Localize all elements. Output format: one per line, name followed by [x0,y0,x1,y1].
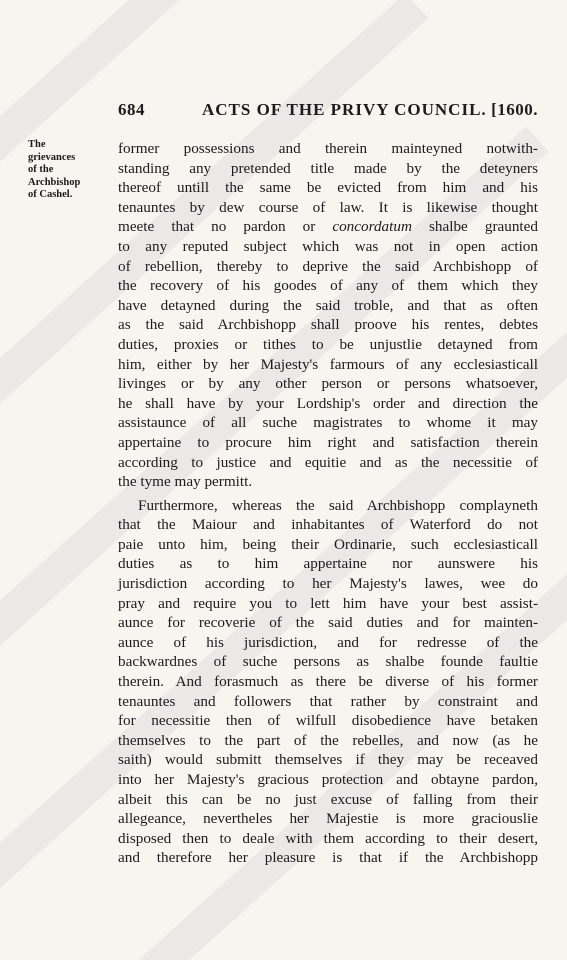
text-line: saith) would submitt themselves if they may be receaved [118,751,538,769]
text-line: paie unto him, being their Ordinarie, such ecclesiasticall [118,535,538,553]
year-marker: [1600. [491,100,538,119]
text-line: former possessions and therein mainteyned notwith- [118,140,538,157]
text-line: that the Maiour and inhabitantes of Waterford do not [118,516,538,534]
text-line: jurisdiction according to her Majesty's lawes, wee do [118,575,538,593]
italic-term: concordatum [332,218,412,236]
body-text [118,139,538,868]
text-line: duties, proxies or tithes to be unjustlie detayned from [118,335,538,353]
marginal-note [28,139,110,202]
text-line: therein. And forasmuch as there be diverse of his former [118,673,538,691]
text-line: appertaine to procure him right and satisfaction therein [118,433,538,451]
text-line: the tyme may permitt. [118,473,253,491]
text-line: standing any pretended title made by the deteyners [118,159,538,177]
text-line: thereof untill the same be evicted from him and his [118,179,538,197]
text-line: assistaunce of all suche magistrates to whome it may [118,414,538,432]
text-line: to any reputed subject which was not in open action [118,237,538,255]
text-line: allegeance, nevertheles her Majestie is more graciouslie [118,810,538,828]
text-line: as the said Archbishopp shall proove his rentes, debtes [118,316,538,334]
text-line: disposed then to deale with them according to their desert, [118,829,538,847]
text-line: him, either by her Majesty's farmours of any ecclesiasticall [118,355,538,373]
text-line: aunce for recoverie of the said duties and for mainten- [118,614,538,632]
text-line: pray and require you to lett him have your best assist- [118,594,538,612]
text-line: backwardnes of suche persons as shalbe founde faultie [118,653,538,671]
paragraph-1 [118,139,538,492]
text-line: of rebellion, thereby to deprive the said Archbishopp of [118,257,538,275]
text-line: Furthermore, whereas the said Archbishopp complayneth [138,496,538,514]
marginal-note-line: of the [28,164,54,175]
text-line: have detayned during the said troble, and that as often [118,296,538,314]
text-line: into her Majesty's gracious protection and obtayne pardon, [118,771,538,788]
text-line: themselves to the part of the rebelles, and now (as he [118,731,538,749]
text-line: for necessitie then of wilfull disobedience have betaken [118,712,538,730]
text-line: he shall have by your Lordship's order and direction the [118,394,538,412]
marginal-note-line: Archbishop [28,176,81,188]
marginal-note-line: of Cashel. [28,189,73,200]
paragraph-2 [118,496,538,868]
text-line: livinges or by any other person or persons whatsoever, [118,375,538,393]
text-line: according to justice and equitie and as the necessitie of [118,453,538,471]
text-line: the recovery of his goodes of any of them which they [118,277,538,295]
page-number: 684 [118,100,145,119]
marginal-note-line: The [28,139,46,150]
text-line-italic: meete that no pardon or concordatum shalbe graunted [118,218,538,236]
running-title: ACTS OF THE PRIVY COUNCIL. [202,100,487,119]
text-line: aunce of his jurisdiction, and for redresse of the [118,633,538,651]
text-line: duties as to him appertaine nor aunswere his [118,555,538,573]
text-line: tenauntes by dew course of law. It is likewise thought [118,198,538,216]
text-line: albeit this can be no just excuse of falling from their [118,790,538,808]
page-header [118,100,538,124]
text-line: tenauntes and followers that rather by constraint and [118,692,538,710]
marginal-note-line: grievances [28,151,76,163]
text-line: and therefore her pleasure is that if the Archbishopp [118,849,538,867]
